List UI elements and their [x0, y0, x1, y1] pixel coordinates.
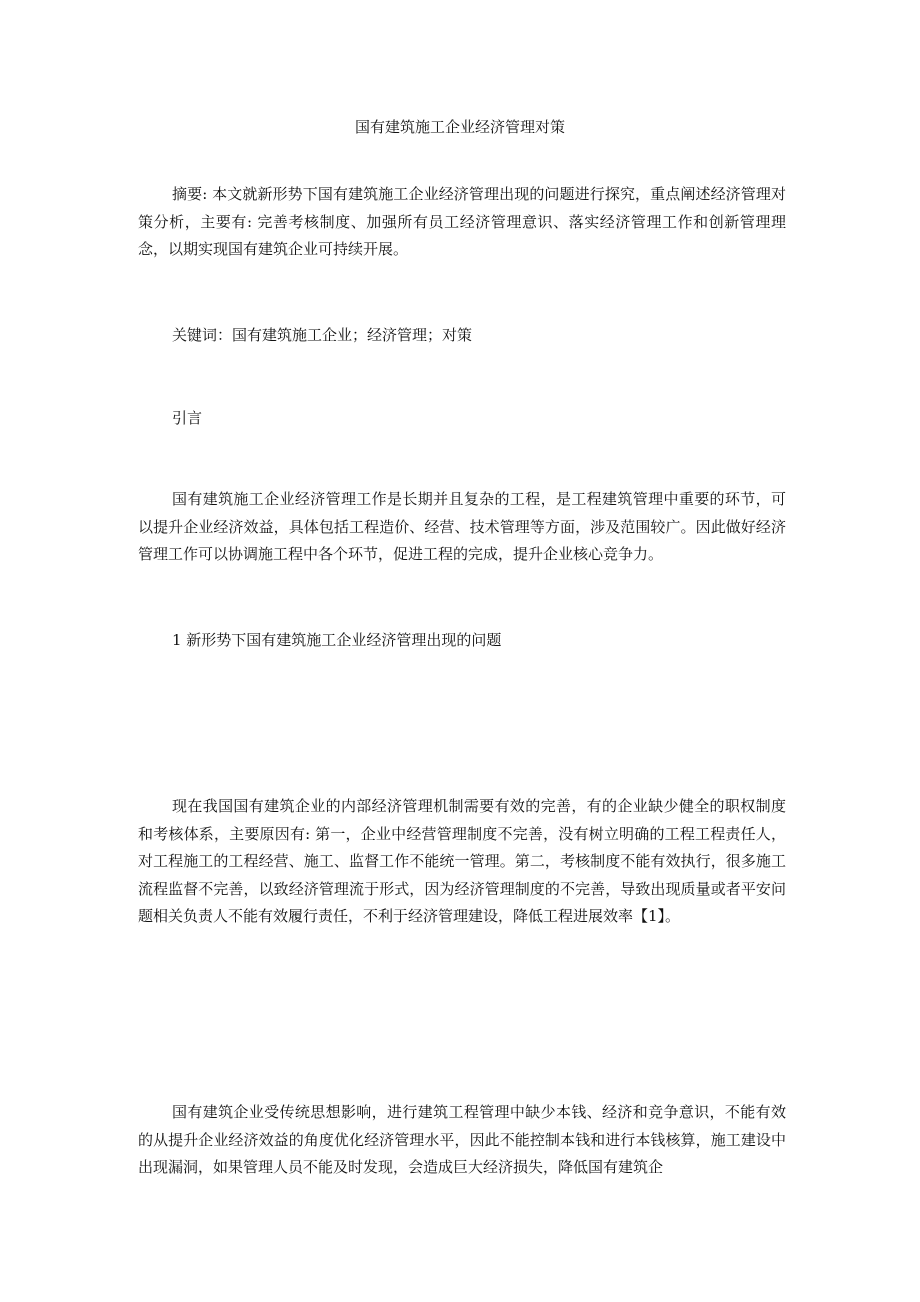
abstract-paragraph: 摘要: 本文就新形势下国有建筑施工企业经济管理出现的问题进行探究，重点阐述经济管理对策分析，主要有: 完善考核制度、加强所有员工经济管理意识、落实经济管理工作和创新管理理念，以期实现国有建筑企业可持续开展。	[138, 185, 786, 258]
document-title: 国有建筑施工企业经济管理对策	[354, 118, 565, 136]
intro-heading: 引言	[172, 409, 203, 427]
section-1-heading: 1 新形势下国有建筑施工企业经济管理出现的问题	[172, 631, 502, 649]
body-paragraph-2: 国有建筑企业受传统思想影响，进行建筑工程管理中缺少本钱、经济和竞争意识，不能有效的从提升企业经济效益的角度优化经济管理水平，因此不能控制本钱和进行本钱核算，施工建设中出现漏洞，如果管理人员不能及时发现，会造成巨大经济损失，降低国有建筑企	[138, 1103, 786, 1176]
keywords-paragraph: 关键词：国有建筑施工企业；经济管理；对策	[172, 326, 473, 344]
body-paragraph-1: 现在我国国有建筑企业的内部经济管理机制需要有效的完善，有的企业缺少健全的职权制度和考核体系，主要原因有: 第一，企业中经营管理制度不完善，没有树立明确的工程工程责任人，对工程施工的工程经营、施工、监督工作不能统一管理。第二，考核制度不能有效执行，很多施工流程监督不完善，以致经济管理流于形式，因为经济管理制度的不完善，导致出现质量或者平安问题相关负责人不能有效履行责任，不利于经济管理建设，降低工程进展效率【1】。	[138, 797, 786, 925]
intro-paragraph: 国有建筑施工企业经济管理工作是长期并且复杂的工程，是工程建筑管理中重要的环节，可以提升企业经济效益，具体包括工程造价、经营、技术管理等方面，涉及范围较广。因此做好经济管理工作可以协调施工程中各个环节，促进工程的完成，提升企业核心竞争力。	[138, 490, 786, 563]
